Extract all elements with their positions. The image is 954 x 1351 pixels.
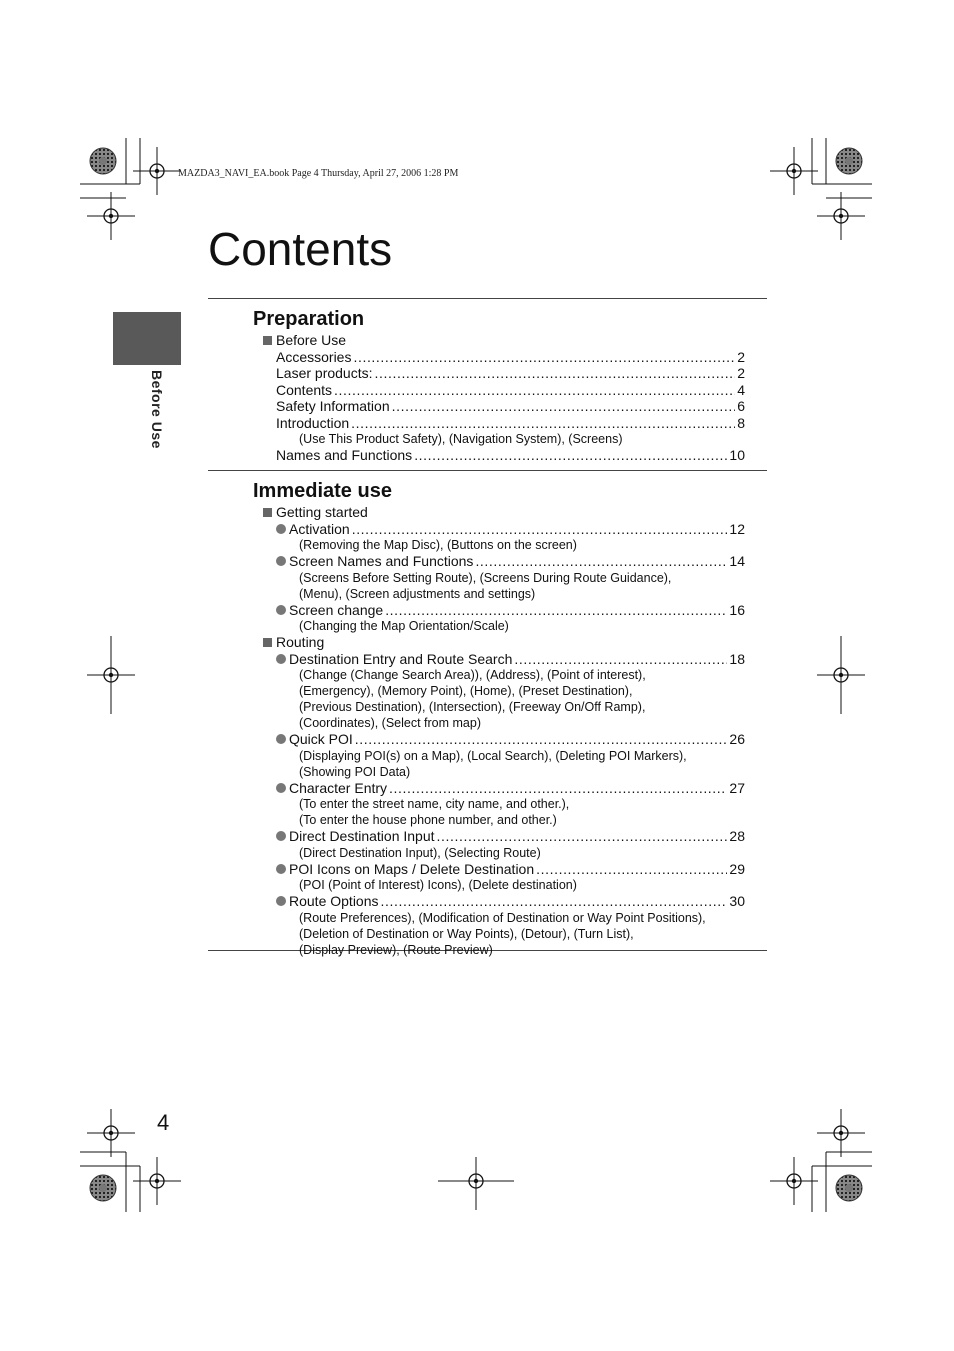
toc-entry[interactable] [276, 861, 745, 878]
registration-mark-icon [87, 1109, 135, 1157]
circle-bullet-icon [276, 734, 286, 744]
toc-entry-label: Quick POI [289, 731, 353, 747]
registration-mark-icon [770, 147, 818, 195]
toc-entry-label: Contents [276, 381, 333, 398]
toc-entry-page: 29 [729, 860, 745, 877]
side-tab-label: Before Use [149, 370, 165, 449]
divider-rule [208, 298, 767, 299]
toc-entry-label: Screen Names and Functions [289, 553, 474, 569]
toc-group-heading [263, 634, 745, 651]
toc-entry[interactable] [276, 893, 745, 910]
toc-entry-page: 6 [737, 398, 745, 414]
toc-subtopics: (Changing the Map Orientation/Scale) [299, 619, 509, 633]
page-title: Contents [208, 223, 393, 275]
dot-leader [385, 602, 727, 619]
toc-entry-page: 30 [729, 893, 745, 909]
square-bullet-icon [263, 336, 272, 345]
toc-entry-page: 28 [729, 828, 745, 844]
toc-entry-label: Names and Functions [276, 447, 413, 463]
toc-entry[interactable] [276, 398, 745, 415]
toc-entry-page: 10 [729, 447, 745, 463]
side-tab-block [113, 312, 181, 365]
toc-entry[interactable] [276, 521, 745, 538]
toc-group-label: Getting started [276, 504, 368, 520]
toc-group-label: Routing [276, 634, 325, 650]
dot-leader [375, 365, 736, 382]
section-preparation [253, 306, 745, 464]
circle-bullet-icon [276, 864, 286, 874]
circle-bullet-icon [276, 896, 286, 906]
dot-leader [437, 828, 728, 845]
registration-mark-icon [87, 192, 135, 240]
toc-entry[interactable] [276, 382, 745, 399]
toc-subtopics: (Use This Product Safety), (Navigation System), (Screens) [299, 432, 623, 446]
toc-entry[interactable] [276, 651, 745, 668]
toc-subtopics: (POI (Point of Interest) Icons), (Delete destination) [299, 878, 577, 892]
toc-subtopics: (Coordinates), (Select from map) [299, 716, 482, 730]
circle-bullet-icon [276, 524, 286, 534]
dot-leader [334, 382, 735, 399]
crop-mark-top-right [770, 138, 872, 240]
square-bullet-icon [263, 638, 272, 647]
toc-entry-label: Activation [289, 520, 350, 537]
color-bar-icon [90, 148, 116, 174]
dot-leader [389, 780, 727, 797]
registration-mark-icon [817, 1109, 865, 1157]
toc-group-heading [263, 332, 745, 349]
toc-subtopics: (Screens Before Setting Route), (Screens During Route Guidance), [299, 570, 672, 585]
dot-leader [353, 349, 735, 366]
toc-subtopics: (Direct Destination Input), (Selecting Route) [299, 845, 541, 860]
circle-bullet-icon [276, 556, 286, 566]
crop-mark-top-left [80, 138, 181, 240]
registration-mark-icon [817, 192, 865, 240]
toc-group-label: Before Use [276, 332, 347, 348]
toc-entry-label: Character Entry [289, 779, 388, 796]
dot-leader [414, 447, 727, 464]
toc-entry[interactable] [276, 553, 745, 570]
toc-entry-label: POI Icons on Maps / Delete Destination [289, 860, 535, 877]
circle-bullet-icon [276, 831, 286, 841]
crop-mark-bottom-right [770, 1109, 872, 1212]
toc-subtopics: (To enter the house phone number, and other.) [299, 813, 557, 827]
square-bullet-icon [263, 508, 272, 517]
toc-subtopics: (Menu), (Screen adjustments and settings) [299, 586, 536, 601]
toc-subtopics: (Emergency), (Memory Point), (Home), (Preset Destination), [299, 684, 633, 698]
registration-mark-icon [770, 1157, 818, 1205]
section-immediate-use [253, 478, 745, 958]
dot-leader [514, 651, 727, 668]
dot-leader [392, 398, 736, 415]
toc-entry[interactable] [276, 365, 745, 382]
color-bar-icon [836, 148, 862, 174]
toc-entry-page: 27 [729, 779, 745, 796]
toc-entry-page: 26 [729, 731, 745, 747]
dot-leader [475, 553, 727, 570]
toc-entry-label: Introduction [276, 414, 350, 431]
toc-entry[interactable] [276, 731, 745, 748]
toc-entry[interactable] [276, 349, 745, 366]
toc-entry[interactable] [276, 828, 745, 845]
color-bar-icon [90, 1175, 116, 1201]
toc-entry-label: Laser products: [276, 365, 373, 381]
toc-subtopics: (Previous Destination), (Intersection), (Freeway On/Off Ramp), [299, 700, 646, 714]
toc-group-heading [263, 504, 745, 521]
toc-entry-page: 2 [737, 365, 745, 381]
toc-subtopics: (Display Preview), (Route Preview) [299, 942, 493, 957]
toc-entry-label: Safety Information [276, 398, 390, 414]
toc-entry-page: 12 [729, 520, 745, 537]
toc-subtopics: (Route Preferences), (Modification of Destination or Way Point Positions), [299, 910, 706, 925]
circle-bullet-icon [276, 654, 286, 664]
toc-entry-label: Destination Entry and Route Search [289, 650, 513, 667]
dot-leader [536, 861, 727, 878]
toc-subtopics: (Change (Change Search Area)), (Address), (Point of interest), [299, 668, 646, 682]
toc-entry-page: 8 [737, 414, 745, 431]
section-title: Preparation [253, 308, 365, 330]
section-title: Immediate use [253, 480, 392, 502]
toc-entry-label: Screen change [289, 601, 384, 618]
toc-subtopics: (Displaying POI(s) on a Map), (Local Search), (Deleting POI Markers), [299, 748, 687, 763]
dot-leader [352, 521, 728, 538]
dot-leader [381, 893, 728, 910]
toc-entry[interactable] [276, 447, 745, 464]
toc-subtopics: (Removing the Map Disc), (Buttons on the screen) [299, 538, 577, 552]
toc-entry-page: 4 [737, 381, 745, 398]
toc-entry-label: Direct Destination Input [289, 828, 435, 844]
circle-bullet-icon [276, 605, 286, 615]
divider-rule [208, 470, 767, 471]
toc-subtopics: (To enter the street name, city name, and other.), [299, 797, 570, 811]
toc-entry-label: Route Options [289, 893, 379, 909]
circle-bullet-icon [276, 783, 286, 793]
toc-subtopics: (Deletion of Destination or Way Points), (Detour), (Turn List), [299, 926, 634, 941]
dot-leader [355, 731, 728, 748]
page-number: 4 [157, 1110, 170, 1135]
toc-entry-label: Accessories [276, 348, 352, 365]
toc-entry[interactable] [276, 780, 745, 797]
toc-entry-page: 16 [729, 601, 745, 618]
toc-entry-page: 14 [729, 553, 745, 569]
toc-subtopics: (Showing POI Data) [299, 764, 411, 779]
color-bar-icon [836, 1175, 862, 1201]
print-job-header: MAZDA3_NAVI_EA.book Page 4 Thursday, April 27, 2006 1:28 PM [178, 168, 459, 179]
toc-entry-page: 2 [737, 348, 745, 365]
toc-entry[interactable] [276, 415, 745, 432]
dot-leader [351, 415, 735, 432]
toc-entry-page: 18 [729, 650, 745, 667]
toc-entry[interactable] [276, 602, 745, 619]
